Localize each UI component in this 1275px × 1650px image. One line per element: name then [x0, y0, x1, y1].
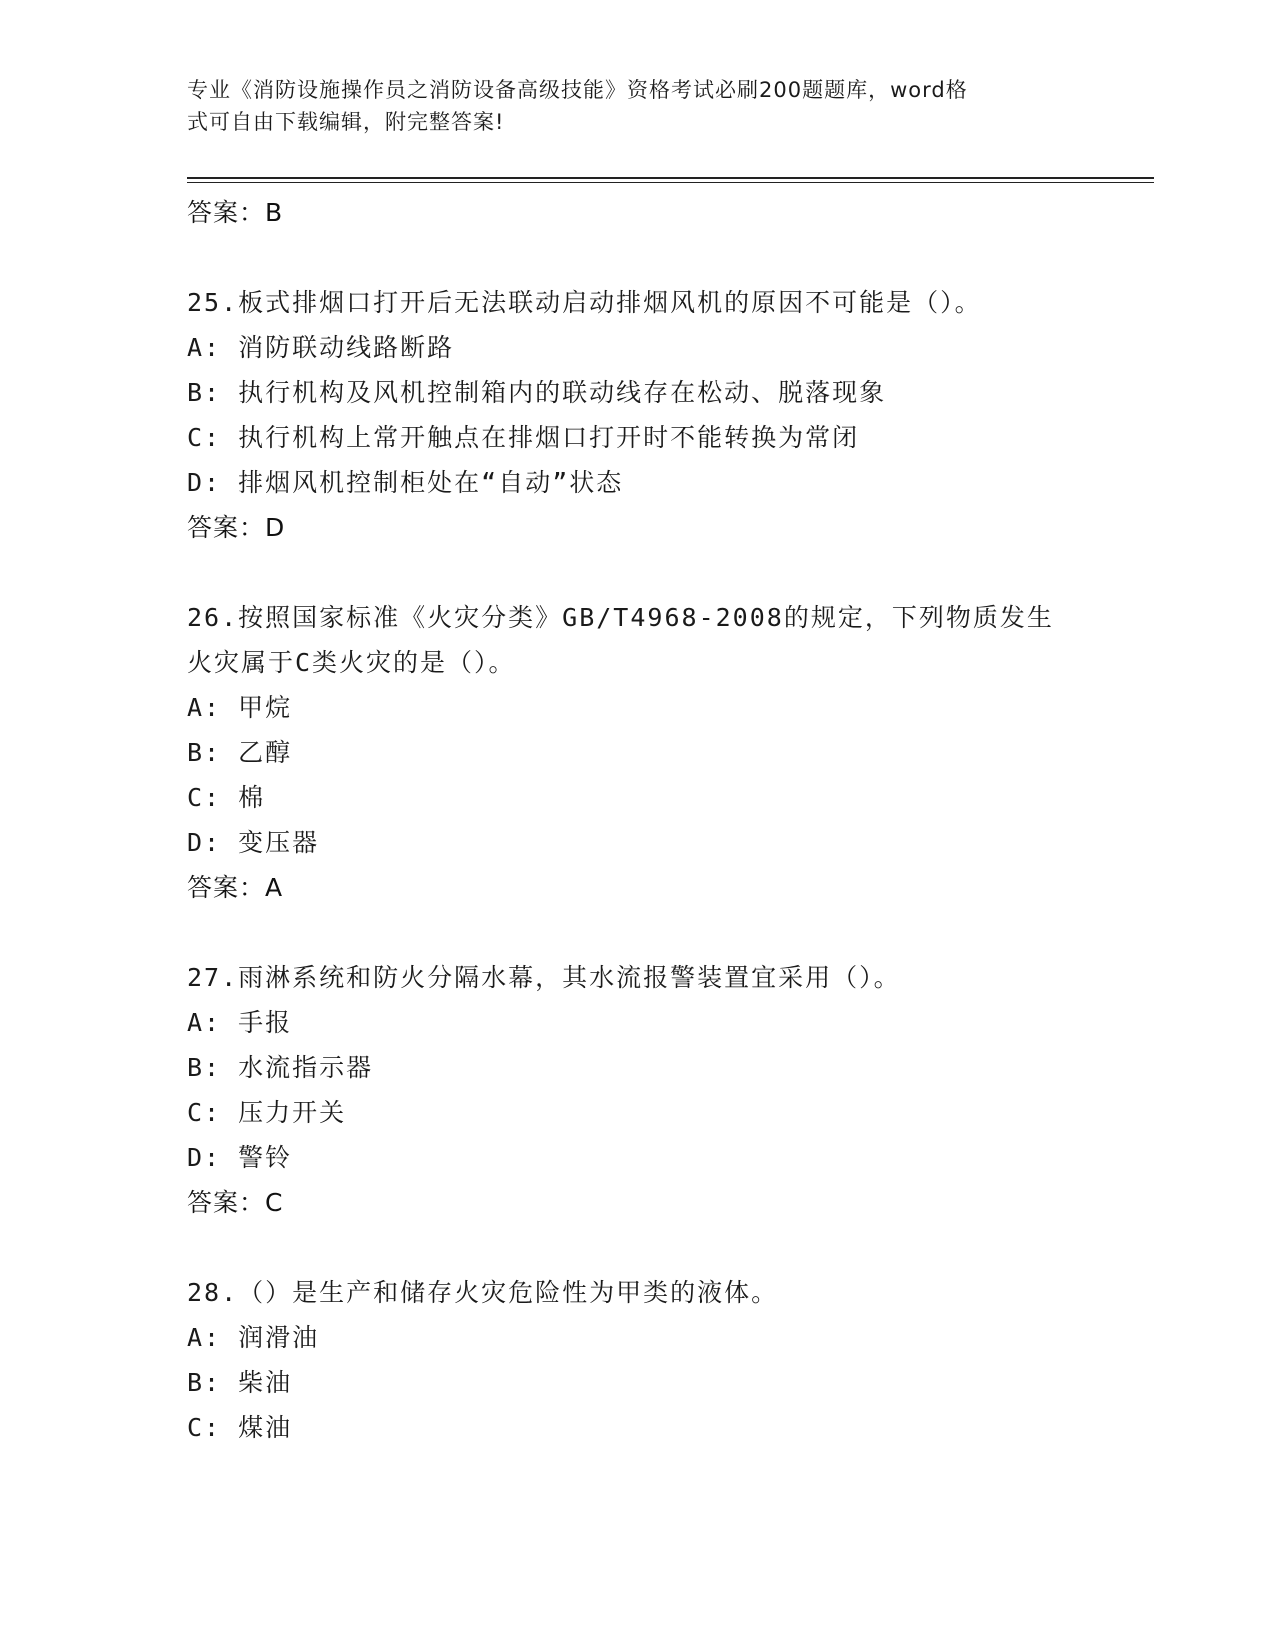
- spacer: [187, 1225, 1147, 1270]
- question-stem: 27.雨淋系统和防火分隔水幕，其水流报警装置宜采用（）。: [187, 963, 901, 992]
- spacer: [187, 550, 1147, 595]
- option-b: B: 乙醇: [187, 738, 293, 767]
- option-a: A: 手报: [187, 1008, 293, 1037]
- option-c: C: 棉: [187, 783, 266, 812]
- question-stem: 25.板式排烟口打开后无法联动启动排烟风机的原因不可能是（）。: [187, 288, 982, 317]
- spacer: [187, 235, 1147, 280]
- option-a: A: 润滑油: [187, 1323, 320, 1352]
- header-line-1: 专业《消防设施操作员之消防设备高级技能》资格考试必刷200题题库，word格: [187, 78, 968, 102]
- spacer: [187, 910, 1147, 955]
- option-b: B: 柴油: [187, 1368, 293, 1397]
- question-list: [187, 190, 1147, 1450]
- question-stem: 28.（）是生产和储存火灾危险性为甲类的液体。: [187, 1278, 779, 1307]
- answer-line: 答案：B: [187, 198, 284, 227]
- answer-line: 答案：D: [187, 513, 286, 542]
- answer-line: 答案：C: [187, 1188, 284, 1217]
- option-a: A: 消防联动线路断路: [187, 333, 455, 362]
- option-a: A: 甲烷: [187, 693, 293, 722]
- option-c: C: 压力开关: [187, 1098, 347, 1127]
- question-block: [187, 280, 1147, 550]
- option-c: C: 执行机构上常开触点在排烟口打开时不能转换为常闭: [187, 423, 860, 452]
- option-b: B: 执行机构及风机控制箱内的联动线存在松动、脱落现象: [187, 378, 887, 407]
- document-header: [187, 74, 1067, 138]
- option-d: D: 排烟风机控制柜处在“自动”状态: [187, 468, 624, 497]
- option-c: C: 煤油: [187, 1413, 293, 1442]
- header-line-2: 式可自由下载编辑，附完整答案!: [187, 110, 505, 134]
- question-block: [187, 1270, 1147, 1450]
- question-block: [187, 595, 1147, 910]
- option-b: B: 水流指示器: [187, 1053, 374, 1082]
- option-d: D: 警铃: [187, 1143, 293, 1172]
- question-stem-continued: 火灾属于C类火灾的是（）。: [187, 648, 516, 677]
- header-divider: [187, 177, 1154, 183]
- answer-line: 答案：A: [187, 873, 284, 902]
- question-block: [187, 955, 1147, 1225]
- question-stem: 26.按照国家标准《火灾分类》GB/T4968-2008的规定，下列物质发生: [187, 603, 1054, 632]
- option-d: D: 变压器: [187, 828, 320, 857]
